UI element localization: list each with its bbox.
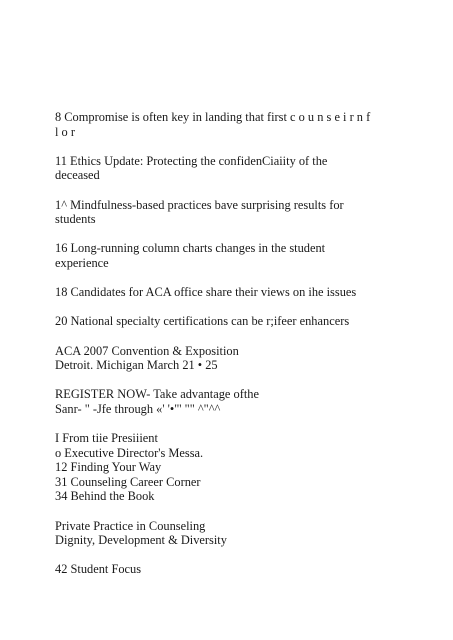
text-line: Detroit. Michigan March 21 • 25 [55, 358, 218, 373]
text-line: l o r [55, 124, 75, 139]
text-line: 31 Counseling Career Corner [55, 474, 201, 489]
departments-list [55, 431, 415, 504]
convention-info [55, 344, 415, 373]
document-page [55, 110, 415, 592]
toc-entry-certifications [55, 314, 415, 329]
text-line: 12 Finding Your Way [55, 460, 162, 475]
toc-entry-mindfulness [55, 198, 415, 227]
text-line: experience [55, 255, 109, 270]
text-line: REGISTER NOW- Take advantage ofthe [55, 387, 259, 402]
text-line: ACA 2007 Convention & Exposition [55, 343, 239, 358]
text-line: 20 National specialty certifications can be r;ifeer enhancers [55, 314, 350, 329]
text-line: Private Practice in Counseling [55, 518, 206, 533]
student-focus-section [55, 562, 415, 577]
text-line: I From tiie Presiiient [55, 431, 158, 446]
text-line: o Executive Director's Messa. [55, 445, 204, 460]
private-practice-section [55, 519, 415, 548]
toc-entry-long-running-column [55, 241, 415, 270]
toc-entry-candidates [55, 285, 415, 300]
text-line: deceased [55, 168, 100, 183]
text-line: 16 Long-running column charts changes in the student [55, 241, 326, 256]
text-line: 1^ Mindfulness-based practices bave surprising results for [55, 197, 344, 212]
toc-entry-ethics-update [55, 154, 415, 183]
text-line: Dignity, Development & Diversity [55, 533, 227, 548]
text-line: 18 Candidates for ACA office share their views on ihe issues [55, 285, 357, 300]
text-line: Sanr- " -Jfe through «' '•"' "" ^"^^ [55, 401, 221, 416]
text-line: 34 Behind the Book [55, 489, 155, 504]
text-line: students [55, 212, 96, 227]
text-line: 42 Student Focus [55, 562, 142, 577]
text-line: 11 Ethics Update: Protecting the confidenCiaiity of the [55, 153, 328, 168]
toc-entry-compromise [55, 110, 415, 139]
register-notice [55, 387, 415, 416]
text-line: 8 Compromise is often key in landing that first c o u n s e i r n f [55, 110, 371, 124]
